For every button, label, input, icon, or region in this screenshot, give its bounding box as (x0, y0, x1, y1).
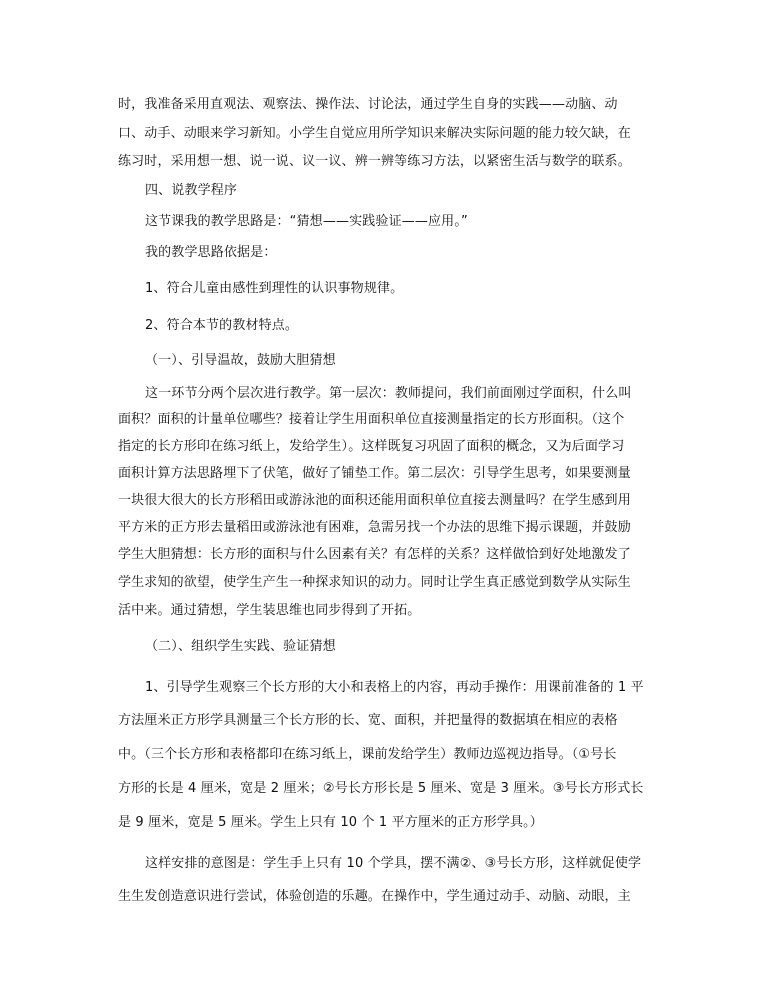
text-line: 这样安排的意图是：学生手上只有 10 个学具，摆不满②、③号长方形，这样就促使学 (145, 856, 642, 871)
text-line: 是 9 厘米，宽是 5 厘米。学生上只有 10 个 1 平方厘米的正方形学具。） (118, 815, 543, 830)
text-line: 生生发创造意识进行尝试，体验创造的乐趣。在操作中，学生通过动手、动脑、动眼，主 (118, 889, 631, 904)
text-line: 面积？面积的计量单位哪些？接着让学生用面积单位直接测量指定的长方形面积。（这个 (118, 412, 625, 427)
text-line: 面积计算方法思路埋下了伏笔，做好了铺垫工作。第二层次：引导学生思考，如果要测量 (118, 466, 631, 481)
text-line: 时，我准备采用直观法、观察法、操作法、讨论法，通过学生自身的实践——动脑、动 (118, 97, 618, 112)
list-item: 2、符合本节的教材特点。 (145, 318, 299, 333)
text-line: 1、引导学生观察三个长方形的大小和表格上的内容，再动手操作：用课前准备的 1 平 (145, 680, 644, 695)
text-line: 练习时，采用想一想、说一说、议一议、辨一辨等练习方法，以紧密生活与数学的联系。 (118, 154, 631, 169)
text-line: 这节课我的教学思路是：“猜想——实践验证——应用。” (145, 214, 468, 229)
text-line: 活中来。通过猜想，学生装思维也同步得到了开拓。 (118, 603, 421, 618)
section-heading: （一）、引导温故，鼓励大胆猜想 (145, 353, 336, 368)
text-line: 口、动手、动眼来学习新知。小学生自觉应用所学知识来解决实际问题的能力较欠缺，在 (118, 126, 631, 141)
text-line: 一块很大很大的长方形稻田或游泳池的面积还能用面积单位直接去测量吗？在学生感到用 (118, 493, 631, 508)
text-line: 中。（三个长方形和表格都印在练习纸上，课前发给学生）教师边巡视边指导。（①号长 (118, 747, 617, 762)
text-line: 我的教学思路依据是： (145, 245, 277, 260)
text-line: 指定的长方形印在练习纸上，发给学生）。这样既复习巩固了面积的概念，又为后面学习 (118, 439, 625, 454)
text-line: 学生大胆猜想：长方形的面积与什么因素有关？有怎样的关系？这样做恰到好处地激发了 (118, 547, 631, 562)
text-line: 方形的长是 4 厘米，宽是 2 厘米；②号长方形长是 5 厘米、宽是 3 厘米。③号长方形式长 (118, 781, 644, 796)
text-line: 这一环节分两个层次进行教学。第一层次：教师提问，我们前面刚过学面积，什么叫 (145, 386, 632, 401)
text-line: 学生求知的欲望，使学生产生一种探求知识的动力。同时让学生真正感觉到数学从实际生 (118, 575, 631, 590)
section-heading: 四、说教学程序 (145, 183, 238, 198)
text-line: 方法厘米正方形学具测量三个长方形的长、宽、面积，并把量得的数据填在相应的表格 (118, 713, 618, 728)
list-item: 1、符合儿童由感性到理性的认识事物规律。 (145, 281, 404, 296)
text-line: 平方米的正方形去量稻田或游泳池有困难，急需另找一个办法的思维下揭示课题，并鼓励 (118, 520, 631, 535)
section-heading: （二）、组织学生实践、验证猜想 (145, 639, 336, 654)
